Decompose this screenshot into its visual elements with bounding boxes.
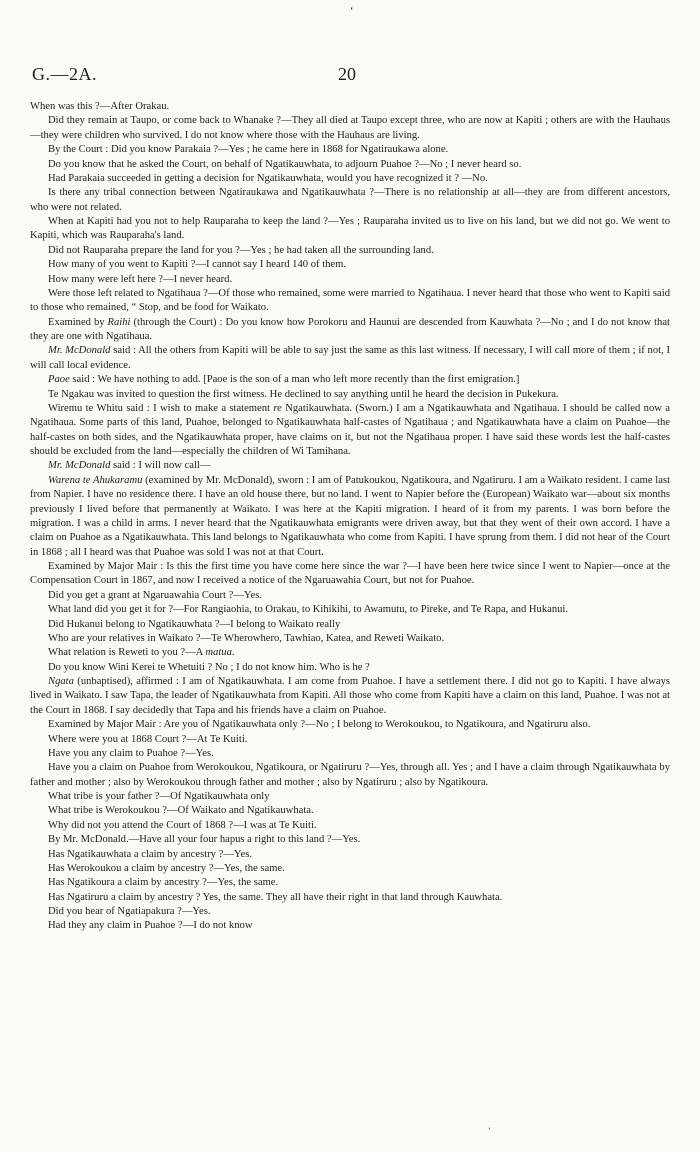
paragraph: Wiremu te Whitu said : I wish to make a statement re Ngatikauwhata. (Sworn.) I am a Ngatikauwhata and Ngatihaua. I should be called now a Ngatihaua. Some parts of this land, Puahoe, belonged to Ngatikauwhata half-castes of Ngatihaua ; and Ngatikauwhata have a claim on Puahoe—the half-castes on both sides, and the Ngatikauwhata proper, have claims on it, but not the Ngatihaua proper. I have said these words lest the half-castes should be excluded from the land—especially the children of Wi Tamihana. bbox=[30, 402, 670, 457]
paragraph: By Mr. McDonald.—Have all your four hapus a right to this land ?—Yes. bbox=[48, 834, 361, 846]
document-reference: G.—2A. bbox=[32, 64, 97, 84]
paragraph: Were those left related to Ngatihaua ?—Of those who remained, some were married to Ngatihaua. I never heard that those who went to Kapiti said to those who remained, “ Stop, and be food for Waikato. bbox=[30, 287, 670, 314]
paragraph: How many of you went to Kapiti ?—I cannot say I heard 140 of them. bbox=[48, 259, 347, 271]
paragraph: Warena te Ahukaramu (examined by Mr. McDonald), sworn : I am of Patukoukou, Ngatikoura, and Ngatiruru. I am a Waikato resident. I came last from Napier. I have no residence there. I have an old house there, but no land. I went to Napier before the (European) Waikato war—about six months previously I lived before that permanently at Waikato. I was here at the Kapiti migration. I heard of it from my parents. I was born before the migration. I was a child in arms. I never heard that the Ngatikauwhata emigrants were driven away, but that they went of their own accord. I have a claim on Puahoe as a Ngatikauwhata. This land belongs to Ngatikauwhata who come from Kapiti. I have sprung from them. I did not hear of the Court in 1868 ; all I heard was that Puahoe was sold I was not at that Court. bbox=[30, 474, 671, 558]
page-header bbox=[30, 64, 670, 90]
paragraph: Has Ngatikauwhata a claim by ancestry ?—Yes. bbox=[48, 848, 252, 860]
paragraph: What tribe is your father ?—Of Ngatikauwhata only bbox=[48, 791, 270, 802]
paragraph: Had Parakaia succeeded in getting a decision for Ngatikauwhata, would you have recognized it ? —No. bbox=[48, 172, 488, 184]
paragraph: What tribe is Werokoukou ?—Of Waikato and Ngatikauwhata. bbox=[48, 805, 314, 817]
paragraph: When at Kapiti had you not to help Rauparaha to keep the land ?—Yes ; Rauparaha invited us to live on his land, but we did not go. We went to Kapiti, which was Rauparaha's land. bbox=[30, 216, 670, 242]
paragraph: Do you know that he asked the Court, on behalf of Ngatikauwhata, to adjourn Puahoe ?—No ; I never heard so. bbox=[48, 158, 522, 170]
paragraph: Te Ngakau was invited to question the first witness. He declined to say anything until he heard the decision in Pukekura. bbox=[48, 388, 559, 400]
paragraph: Did not Rauparaha prepare the land for you ?—Yes ; he had taken all the surrounding land. bbox=[48, 244, 434, 256]
paragraph: Have you a claim on Puahoe from Werokoukou, Ngatikoura, or Ngatiruru ?—Yes, through all. Yes ; and I have a claim through Ngatikauwhata by father and mother ; also by Werokoukou through father and mother ; also by Ngatiruru ; also by Ngatikoura. bbox=[30, 762, 670, 788]
document-body bbox=[30, 100, 670, 934]
paragraph: When was this ?—After Orakau. bbox=[30, 101, 170, 112]
paragraph: Did you hear of Ngatiapakura ?—Yes. bbox=[48, 906, 211, 917]
paragraph: Do you know Wini Kerei te Whetuiti ? No ; I do not know him. Who is he ? bbox=[48, 661, 370, 673]
paragraph: Where were you at 1868 Court ?—At Te Kuiti. bbox=[48, 733, 248, 745]
paragraph: What land did you get it for ?—For Rangiaohia, to Orakau, to Kihikihi, to Awamutu, to Pireke, and Te Rapa, and Hukanui. bbox=[48, 604, 569, 616]
paragraph: Has Werokoukou a claim by ancestry ?—Yes, the same. bbox=[48, 862, 285, 874]
paragraph: Did Hukanui belong to Ngatikauwhata ?—I belong to Waikato really bbox=[48, 618, 341, 630]
paragraph: Mr. McDonald said : I will now call— bbox=[48, 460, 211, 472]
paragraph: Had they any claim in Puahoe ?—I do not know bbox=[48, 920, 253, 932]
paragraph: Ngata (unbaptised), affirmed : I am of Ngatikauwhata. I am come from Puahoe. I have a settlement there. I did not go to Kapiti. I have always lived in Waikato. I saw Tapa, the leader of Ngatikauwhata from Kapiti. All those who come from Kapiti have a claim on this land, Puahoe. I was not at the Court in 1868. I say decidedly that Tapa and his friends have a claim on Puahoe. bbox=[30, 676, 670, 716]
paragraph: By the Court : Did you know Parakaia ?—Yes ; he came here in 1868 for Ngatiraukawa alone. bbox=[48, 144, 449, 156]
paragraph: Examined by Major Mair : Are you of Ngatikauwhata only ?—No ; I belong to Werokoukou, to Ngatikoura, and Ngatiruru also. bbox=[48, 719, 591, 731]
bottom-mark: ʼ bbox=[488, 1126, 491, 1135]
paragraph: Has Ngatiruru a claim by ancestry ? Yes, the same. They all have their right in that land through Kauwhata. bbox=[48, 891, 503, 903]
paragraph: Did you get a grant at Ngaruawahia Court ?—Yes. bbox=[48, 589, 262, 601]
paragraph: Paoe said : We have nothing to add. [Paoe is the son of a man who left more recently than the first emigration.] bbox=[48, 374, 520, 386]
document-page bbox=[30, 6, 670, 1144]
paragraph: What relation is Reweti to you ?—A matua. bbox=[48, 647, 235, 659]
paragraph: Have you any claim to Puahoe ?—Yes. bbox=[48, 747, 214, 759]
paragraph: How many were left here ?—I never heard. bbox=[48, 273, 233, 285]
paragraph: Examined by Raihi (through the Court) : Do you know how Porokoru and Haunui are descended from Kauwhata ?—No ; and I do not know that they are one with Ngatihaua. bbox=[30, 316, 670, 342]
paragraph: Did they remain at Taupo, or come back to Whanake ?—They all died at Taupo except three, who are now at Kapiti ; others are with the Hauhaus—they were children who survived. I do not know where those with the Hauhaus are living. bbox=[30, 115, 670, 141]
paragraph: Why did not you attend the Court of 1868 ?—I was at Te Kuiti. bbox=[48, 819, 317, 831]
top-mark: ‘ bbox=[350, 6, 354, 17]
paragraph: Mr. McDonald said : All the others from Kapiti will be able to say just the same as this last witness. If necessary, I will call more of them ; if not, I will call local evidence. bbox=[30, 345, 670, 371]
paragraph: Has Ngatikoura a claim by ancestry ?—Yes, the same. bbox=[48, 877, 279, 889]
paragraph: Who are your relatives in Waikato ?—Te Wherowhero, Tawhiao, Katea, and Reweti Waikato. bbox=[48, 632, 445, 644]
page-number: 20 bbox=[338, 64, 356, 84]
paragraph: Examined by Major Mair : Is this the first time you have come here since the war ?—I have been here twice since I went to Napier—once at the Compensation Court in 1867, and now I received a notice of the Ngaruawahia Court, but not for Puahoe. bbox=[30, 561, 670, 587]
paragraph: Is there any tribal connection between Ngatiraukawa and Ngatikauwhata ?—There is no relationship at all—they are from different ancestors, who were not related. bbox=[30, 187, 670, 213]
